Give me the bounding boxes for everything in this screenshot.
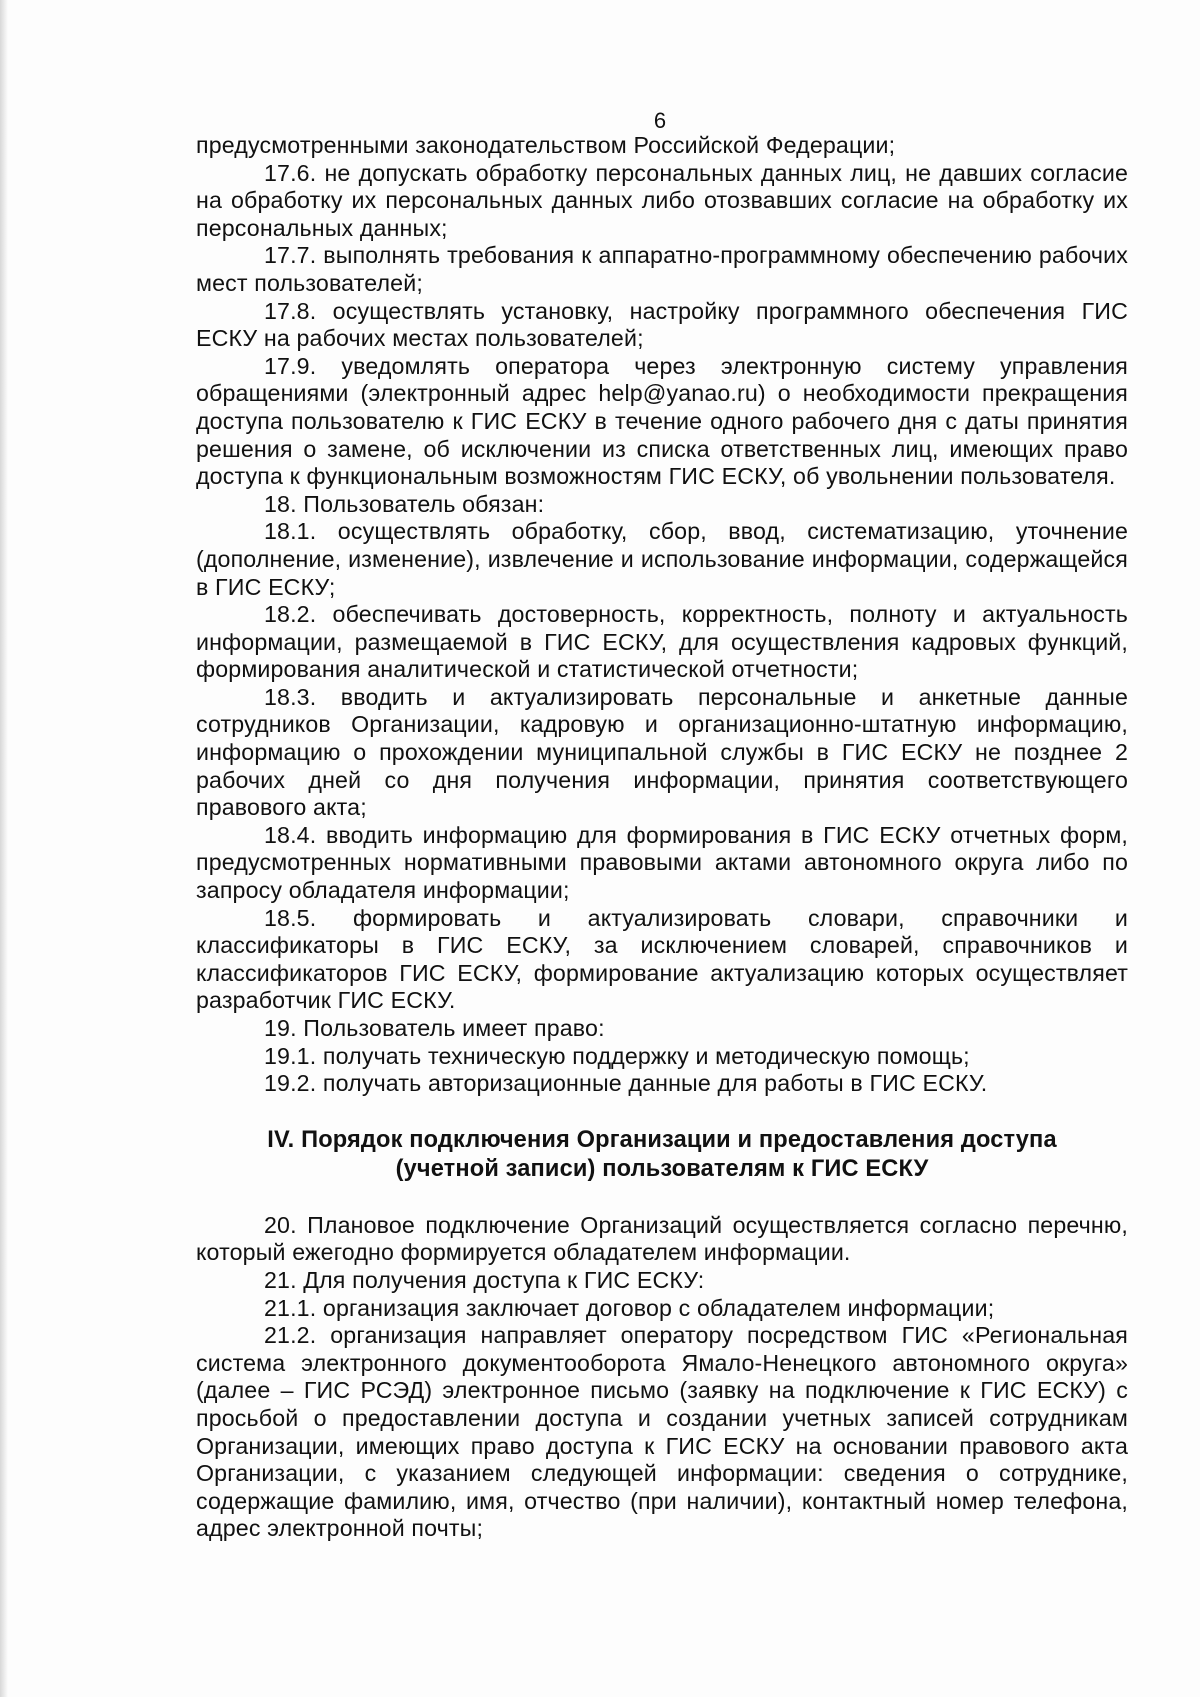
paragraph-19-2: 19.2. получать авторизационные данные для работы в ГИС ЕСКУ. <box>264 1070 988 1097</box>
scan-edge-shadow <box>0 0 8 1697</box>
paragraph-17-8: 17.8. осуществлять установку, настройку программного обеспечения ГИС ЕСКУ на рабочих местах пользователей; <box>196 297 1128 352</box>
paragraph-19-1: 19.1. получать техническую поддержку и методическую помощь; <box>264 1042 970 1069</box>
paragraph-17-6: 17.6. не допускать обработку персональных данных лиц, не давших согласие на обработку их персональных данных либо отозвавших согласие на обработку их персональных данных; <box>196 159 1128 241</box>
paragraph-21-2: 21.2. организация направляет оператору посредством ГИС «Региональная система электронного документооборота Ямало-Ненецкого автономного округа» (далее – ГИС РСЭД) электронное письмо (заявку на подключение к ГИС ЕСКУ) с просьбой о предоставлении доступа и создании учетных записей сотрудникам Организации, имеющих право доступа к ГИС ЕСКУ на основании правового акта Организации, с указанием следующей информации: сведения о сотруднике, содержащие фамилию, имя, отчество (при наличии), контактный номер телефона, адрес электронной почты; <box>196 1322 1128 1542</box>
paragraph-17-7: 17.7. выполнять требования к аппаратно-программному обеспечению рабочих мест пользователей; <box>196 242 1128 296</box>
paragraph-18-5: 18.5. формировать и актуализировать словари, справочники и классификаторы в ГИС ЕСКУ, за исключением словарей, справочников и классификаторов ГИС ЕСКУ, формирование актуализацию которых осуществляет разработчик ГИС ЕСКУ. <box>196 904 1128 1014</box>
paragraph-17-9: 17.9. уведомлять оператора через электронную систему управления обращениями (электронный адрес help@yanao.ru) о необходимости прекращения доступа пользователю к ГИС ЕСКУ в течение одного рабочего дня с даты принятия решения о замене, об исключении из списка ответственных лиц, имеющих право доступа к функциональным возможностям ГИС ЕСКУ, об увольнении пользователя. <box>196 352 1128 490</box>
paragraph-18-4: 18.4. вводить информацию для формирования в ГИС ЕСКУ отчетных форм, предусмотренных нормативными правовыми актами автономного округа либо по запросу обладателя информации; <box>196 821 1128 904</box>
section-top-paragraphs <box>196 132 1128 1098</box>
page-number: 6 <box>653 108 667 133</box>
section-heading <box>196 1126 1128 1184</box>
paragraph-21-1: 21.1. организация заключает договор с обладателем информации; <box>264 1294 995 1321</box>
paragraph-19: 19. Пользователь имеет право: <box>264 1015 605 1041</box>
section-heading-line-1: IV. Порядок подключения Организации и предоставления доступа <box>267 1126 1057 1153</box>
paragraph-18-3: 18.3. вводить и актуализировать персональные и анкетные данные сотрудников Организации, кадровую и организационно-штатную информацию, информацию о прохождении муниципальной службы в ГИС ЕСКУ не позднее 2 рабочих дней со дня получения информации, принятия соответствующего правового акта; <box>196 683 1128 821</box>
paragraph-18-2: 18.2. обеспечивать достоверность, корректность, полноту и актуальность информации, размещаемой в ГИС ЕСКУ, для осуществления кадровых функций, формирования аналитической и статистической отчетности; <box>196 601 1128 683</box>
paragraph-18-1: 18.1. осуществлять обработку, сбор, ввод, систематизацию, уточнение (дополнение, изменение), извлечение и использование информации, содержащейся в ГИС ЕСКУ; <box>196 518 1128 600</box>
paragraph-18: 18. Пользователь обязан: <box>264 490 545 517</box>
document-body <box>196 132 1128 1543</box>
paragraph-20: 20. Плановое подключение Организаций осуществляется согласно перечню, который ежегодно формируется обладателем информации. <box>196 1211 1128 1266</box>
paragraph-21: 21. Для получения доступа к ГИС ЕСКУ: <box>264 1266 705 1293</box>
paragraph: предусмотренными законодательством Российской Федерации; <box>196 132 896 158</box>
section-heading-line-2: (учетной записи) пользователям к ГИС ЕСКУ <box>395 1155 929 1182</box>
section-bottom-paragraphs <box>196 1212 1128 1543</box>
